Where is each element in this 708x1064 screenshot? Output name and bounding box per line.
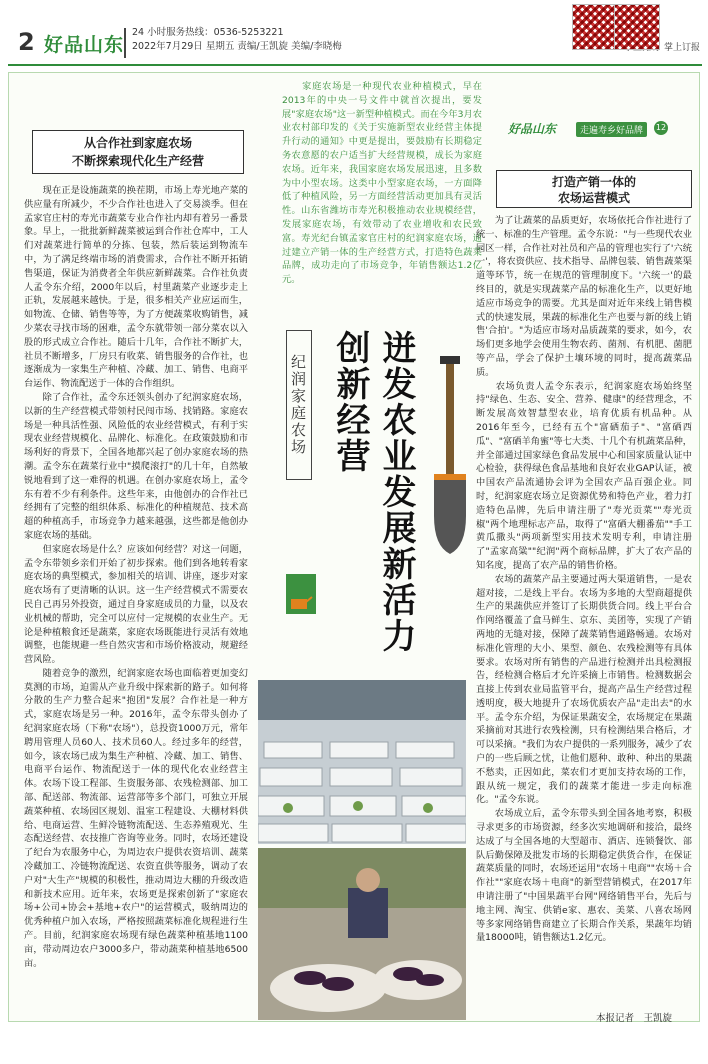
left-article-body: 现在正是设施蔬菜的换茬期，市场上寿光地产菜的供应量有所减少，不少合作社也进入了交易淡季。但在孟家官庄村的寿光市蔬菜专业合作社内却有着另一番景象。早上，一批批新鲜蔬菜被运到合作社仓库中，工人们对蔬菜进行简单的分拣、包装，然后装运到物流车中，为了满足终端市场的消费需求，合作社不断开拓销售渠道，保证为消费者全年供应新鲜蔬菜。合作社负责人孟令东介绍，2000年以后，村里蔬菜产业逐步走上正轨，发展越来越快。于是，很多相关产业应运而生，如物流、仓储、销售等等，为了方便蔬菜收购销售，减少菜农寻找市场的困难，孟令东就带领一部分菜农以入股的形式成立合作社。随后十几年，合作社不断扩大，社员不断增多，厂房只有收菜、销售服务的合作社，也逐渐成为一家集生产种植、冷藏、加工、销售、电商平台运作、物流配送于一体的合作组织。 除了合作社，孟令东还领头创办了纪润家庭农场，以新的生产经营模式带领村民闯市场、找销路。家庭农场是一种具活性强、风险低的农业经营模式，有利于实现农业经营规模化、品牌化、标准化。在政策鼓励和市场利好的背景下，全国各地都兴起了创办家庭农场的热潮。孟令东在蔬菜行业中"摸爬滚打"的几十年，自然敏锐地看到了这一难得的机遇。在创办家庭农场上，孟令东有着不少有利条件。这些年来，由他创办的合作社已经拥有了完整的组织体系、标准化的种植规范、技术高超的种植高手，市场竞争力越来越强，这些都是他创办家庭农场的基础。 但家庭农场是什么？应该如何经营？对这一问题，孟令东带领乡亲们开始了初步探索。他们到各地转看家庭农场的典型模式，参加相关的培训、讲座，逐步对家庭农场有了更清晰的认识。这一生产经营模式不需要农民自己再另外投资，通过自身家庭成员的力量，以及农业机械的帮助，完全可以应付一定规模的农业生产。无论是种植粮食还是蔬菜，家庭农场既能进行灵活有效地调整，也能规避一些自然灾害和市场价格波动，规避经营风险。 随着竞争的激烈，纪润家庭农场也面临着更加变幻莫测的市场，迫需从产业升级中探索新的路子。如何将分散的生产力整合起来"抱团"发展？合作社是一种方式，家庭农场是另一种。2016年，孟令东带头创办了纪润家庭农场（下称"农场"），总投资1000万元，常年聘用管理人员60人、技术员60人。经过多年的经营，如今，该农场已成为集生产种植、冷藏、加工、销售、电商平台运作、物流配送于一体的现代化农业经营主体。农场下设工程部、生资服务部、农残检测部、加工部、配送部、物流部、运营部等多个部门，可独立开展蔬菜种植、农场园区规划、温室工程建设、大棚材料供给、电商运营、生鲜冷链物流配送、生态养殖观光、生态配送经营、农技推广咨询等业务。同时，农场还建设了纪台为农服务中心，为周边农户提供农资培训、蔬菜冷藏加工、冷链物流配送、农资直供等服务，调动了农户对"大生产"规模的积极性，推动周边大棚的升级改造和新技术应用。近年来，农场更是探索创新了"家庭农场+公司+协会+基地+农户"的运营模式，吸纳周边的优秀种植户加入农场，严格按照蔬菜标准化规程进行生产。目前，纪润家庭农场现有绿色蔬菜种植基地1100亩，带动周边农户3000多户，带动蔬菜种植基地6500亩。 <box>24 185 248 969</box>
qr-code-right-placeholder <box>614 4 660 50</box>
packing-facility-photo <box>258 680 466 844</box>
hotline-text: 24 小时服务热线：0536-5253221 <box>132 27 284 38</box>
left-heading-line2: 不断探索现代化生产经营 <box>71 154 204 168</box>
right-article-heading <box>496 170 692 208</box>
qr-code-left[interactable] <box>572 4 618 50</box>
shovel-icon <box>430 356 470 556</box>
qr-right-label: 掌上订报 <box>664 43 701 53</box>
right-heading-line2: 农场运营模式 <box>557 191 630 205</box>
right-heading-line1: 打造产销一体的 <box>551 175 636 189</box>
banner-tag: 走遍寿乡好品牌 <box>576 122 647 137</box>
masthead-divider <box>124 28 126 58</box>
eggplant-harvest-photo <box>258 848 466 1020</box>
watering-can-icon <box>286 574 316 614</box>
masthead-info <box>132 26 342 54</box>
byline: 本报记者 王凯旋 <box>596 1013 673 1024</box>
header-rule <box>8 64 702 66</box>
banner-brand: 好品山东 <box>508 122 557 136</box>
lead-paragraph: 家庭农场是一种现代农业种植模式，早在2013年的中央一号文件中就首次提出，要发展"家庭农场"这一新型种植模式。而在今年3月农业农村部印发的《关于实施新型农业经营主体提升行动的通知》中更是提出，要鼓励有长期稳定务农意愿的农户适当扩大经营规模，成长为家庭农场。近年来，我国家庭农场发展迅速，且多数为中小型农场。这类中小型家庭农场，一方面降低了种植风险，另一方面经营活动更加具有灵活性。山东省潍坊市寿光积极推动农业规模经营，发展家庭农场，有效带动了农业增收和农民致富。寿光纪台镇孟家官庄村的纪润家庭农场，通过建立产销一体的生产经营方式，打造特色蔬菜品牌，成功走向了市场竞争，年销售额达1.2亿元。 <box>282 81 482 286</box>
masthead <box>0 0 708 68</box>
left-heading-line1: 从合作社到家庭农场 <box>83 136 192 150</box>
feature-title-line2: 迸发农业发展新活力 <box>376 330 416 654</box>
left-article-heading <box>32 130 244 174</box>
banner-number: 12 <box>654 121 668 135</box>
section-name: 好品山东 <box>44 34 125 56</box>
feature-title-line1: 创新经营 <box>330 330 370 474</box>
right-article-body: 为了让蔬菜的品质更好，农场依托合作社进行了统一、标准的生产管理。孟令东说："与一些现代农业园区一样，合作社对社员和产品的管理也实行了'六统一'，将农资供应、技术指导、品牌包装、销售蔬菜渠道等环节，统一在规范的管理制度下。'六统一'的最终目的，就是实现蔬菜产品的标准化生产，以更好地适应市场竞争的需要。尤其是面对近年来线上销售模式的快速发展，果蔬的标准化生产也要与新的线上销售'合拍'。"为适应市场对品质蔬菜的要求，如今，农场们更多地学会使用生物农药、菌剂、有机肥、菌肥等产品，学会了保护土壤环境的同时，提高蔬菜品质。 农场负责人孟令东表示，纪润家庭农场始终坚持"绿色、生态、安全、营养、健康"的经营理念，不断发展高效智慧型农业，培育优质有机品种。从2016年至今，已经有五个"富硒茄子"、"富硒西瓜"、"富硒羊角蜜"等七大类、十几个有机蔬菜品种，并全部通过国家绿色食品发展中心和国家质量认证中心检验，获得绿色食品基地和良好农业GAP认证，被中国农产品流通协会评为全国农产品百强企业。同时，纪润家庭农场立足资源优势和特色产业，着力打造特色品牌，先后申请注册了"寿光贡菜""寿光贡椒"两个地理标志产品，取得了"富硒大棚番茄""手工黄瓜撒头"两项新型实用技术发明专利，申请注册了"孟家高粱""纪润"两个商标品牌，扩大了农产品的知名度，提高了农产品的销售价格。 农场的蔬菜产品主要通过两大渠道销售，一是农超对接，二是线上平台。农场为多地的大型商超提供生产的果蔬供应并签订了长期供货合同。线上平台合作网络覆盖了盒马鲜生、京东、美团等，实现了产销两地的无缝对接，保障了蔬菜销售通路畅通。农场对标准化管理的大小、果型、颜色、农残检测等有具体要求。农场对所有销售的产品进行检测并出具检测报告，经检测合格后才允许采摘上市销售。检测数据会直接上传到农业局监管平台，提高产品生产经营过程透明度，极大地提升了农场优质农产品"走出去"的水平。孟令东介绍，为保证果蔬安全，农场规定在果蔬采摘前对其进行农残检测，只有检测结果合格后，才可以采摘。"我们为农户提供的一系列服务，减少了农户的一些后顾之忧，让他们愿种、敢种、种出的果蔬不愁卖，正因如此，菜农们才更加支持农场的工作，跟从统一规定，我们的蔬菜才能进一步走向标准化。"孟令东说。 农场成立后，孟令东带头到全国各地考察，积极寻求更多的市场资源，经多次实地调研和接洽，最终达成了与全国各地的大型超市、酒店、连锁餐饮、部队后勤保障及批发市场的长期稳定供货合作，在保证蔬菜质量的同时，农场还运用"农场＋电商""农场＋合作社""家庭农场＋电商"的新型营销模式，在2017年申请注册了"中国果蔬平台网"网络销售平台，先后与地主网、淘宝、供销e家、惠农、美菜、八喜农场网等多家网络销售商建立了长期合作关系，果蔬年均销量18000吨，销售额达1.2亿元。 <box>476 215 692 944</box>
date-line: 2022年7月29日 星期五 责编/王凯旋 美编/李晓梅 <box>132 41 342 52</box>
feature-subtitle: 纪润家庭农场 <box>286 330 312 480</box>
page-number: 2 <box>18 28 35 56</box>
